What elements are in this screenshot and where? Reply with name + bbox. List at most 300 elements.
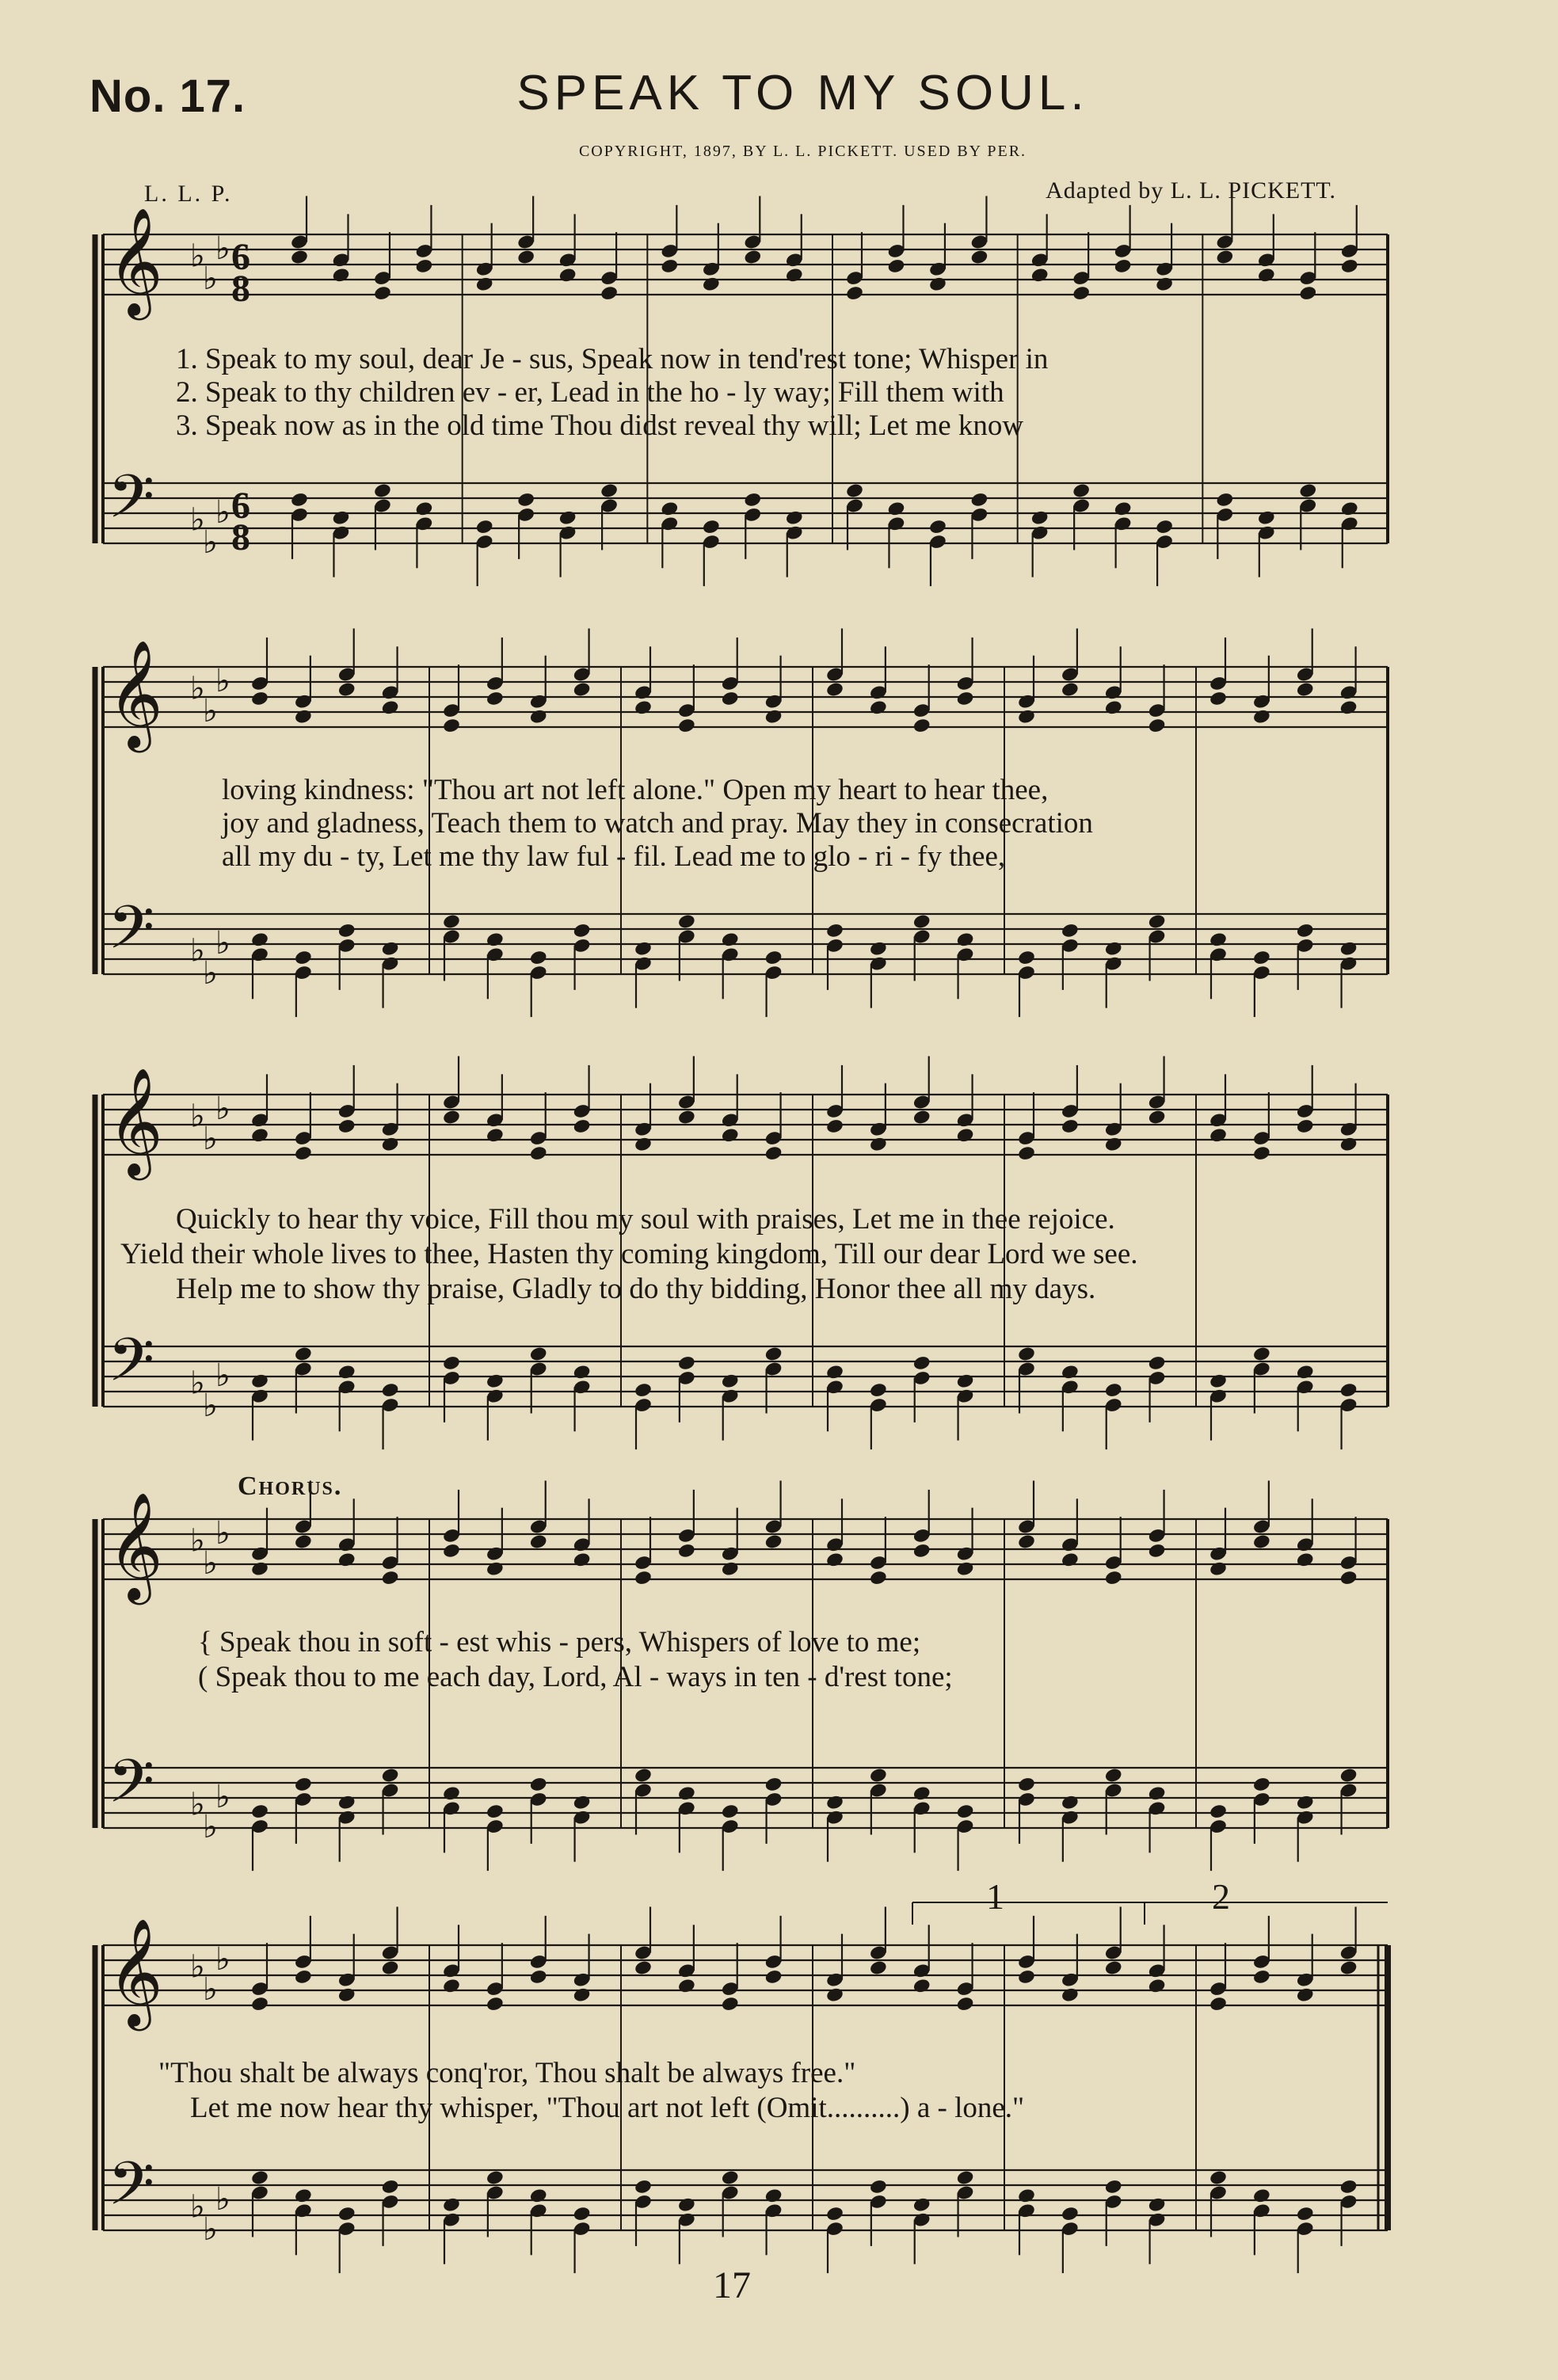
note-head	[486, 931, 505, 948]
note-head	[1061, 1552, 1080, 1568]
note-head	[1252, 1776, 1271, 1792]
note-head	[1252, 2188, 1271, 2204]
note-head	[337, 1364, 356, 1380]
note-head	[869, 1767, 888, 1784]
flat-icon: ♭	[203, 1388, 218, 1424]
note-head	[743, 249, 762, 265]
chorus-label: Chorus.	[238, 1472, 343, 1501]
note-head	[912, 1785, 931, 1802]
note-head	[1296, 1364, 1315, 1380]
note-head	[1017, 2188, 1036, 2204]
note-head	[573, 1986, 592, 2003]
note-head	[1209, 1560, 1228, 1577]
note-head	[969, 491, 989, 508]
note-head	[294, 708, 313, 725]
note-head	[721, 2169, 740, 2186]
note-head	[573, 1552, 592, 1568]
note-head	[573, 681, 592, 698]
note-head	[969, 249, 989, 265]
note-head	[1017, 1145, 1036, 1162]
note-head	[912, 913, 931, 930]
note-head	[869, 1382, 888, 1399]
time-sig-bottom: 8	[231, 268, 250, 310]
note-head	[529, 950, 548, 966]
note-head	[634, 1136, 653, 1152]
flat-icon: ♭	[215, 494, 230, 531]
time-sig-top: 6	[231, 485, 250, 527]
note-head	[1209, 1127, 1228, 1144]
note-head	[928, 276, 947, 292]
note-head	[1339, 1959, 1358, 1976]
note-head	[1257, 509, 1276, 526]
first-ending-label: 1	[986, 1876, 1004, 1917]
lyric-chorus-line2: ( Speak thou to me each day, Lord, Al - ways in ten - d'rest tone;	[198, 1661, 953, 1693]
time-sig-bottom: 8	[231, 516, 250, 558]
note-head	[381, 1959, 400, 1976]
note-head	[1114, 257, 1133, 274]
note-head	[634, 1570, 653, 1586]
note-head	[912, 1109, 931, 1125]
note-head	[1339, 2178, 1358, 2195]
note-head	[290, 491, 309, 508]
flat-icon: ♭	[190, 2188, 205, 2226]
note-head	[337, 1794, 356, 1811]
note-head	[887, 257, 906, 274]
note-head	[869, 1959, 888, 1976]
lyric-s3-verse1: Quickly to hear thy voice, Fill thou my soul with praises, Let me in thee rejoice.	[176, 1203, 1115, 1236]
note-head	[1072, 285, 1091, 302]
note-head	[529, 2188, 548, 2204]
note-head	[1061, 1118, 1080, 1134]
note-head	[764, 1533, 783, 1550]
note-head	[381, 1570, 400, 1586]
note-head	[1148, 1109, 1167, 1125]
note-head	[1252, 1145, 1271, 1162]
note-head	[529, 708, 548, 725]
note-head	[743, 491, 762, 508]
note-head	[529, 1776, 548, 1792]
note-head	[1114, 501, 1133, 517]
note-head	[721, 1996, 740, 2013]
flat-icon: ♭	[215, 1515, 230, 1552]
note-head	[337, 1552, 356, 1568]
note-head	[912, 1354, 931, 1371]
flat-icon: ♭	[190, 1522, 205, 1559]
note-head	[869, 1136, 888, 1152]
note-head	[294, 950, 313, 966]
copyright-notice: COPYRIGHT, 1897, BY L. L. PICKETT. USED BY PER.	[578, 143, 1027, 160]
note-head	[1339, 699, 1358, 716]
note-head	[1339, 1382, 1358, 1399]
note-head	[1339, 1767, 1358, 1784]
lyric-s5-line2: Let me now hear thy whisper, "Thou art not left (Omit..........) a - lone."	[190, 2092, 1025, 2124]
note-head	[294, 1346, 313, 1362]
note-head	[294, 1968, 313, 1985]
note-head	[475, 519, 494, 535]
note-head	[785, 509, 804, 526]
flat-icon: ♭	[203, 261, 218, 297]
treble-clef-icon: 𝄞	[108, 1917, 163, 2026]
flat-icon: ♭	[203, 1121, 218, 1157]
note-head	[529, 1968, 548, 1985]
note-head	[1296, 1986, 1315, 2003]
note-head	[250, 2169, 269, 2186]
note-head	[337, 2206, 356, 2222]
note-head	[1209, 2169, 1228, 2186]
note-head	[1296, 1794, 1315, 1811]
hymn-number: No. 17.	[90, 70, 246, 122]
flat-icon: ♭	[203, 693, 218, 729]
note-head	[1148, 1542, 1167, 1559]
note-head	[1340, 257, 1359, 274]
note-head	[1017, 1968, 1036, 1985]
note-head	[825, 1986, 844, 2003]
note-head	[1252, 1533, 1271, 1550]
note-head	[332, 267, 351, 284]
note-head	[956, 1996, 975, 2013]
flat-icon: ♭	[190, 670, 205, 707]
note-head	[764, 1968, 783, 1985]
note-head	[1148, 1354, 1167, 1371]
flat-icon: ♭	[215, 230, 230, 267]
note-head	[381, 699, 400, 716]
note-head	[442, 913, 461, 930]
flat-icon: ♭	[215, 663, 230, 699]
treble-clef-icon: 𝄞	[108, 1491, 163, 1600]
note-head	[529, 1346, 548, 1362]
note-head	[1339, 1136, 1358, 1152]
note-head	[1209, 1996, 1228, 2013]
note-head	[337, 681, 356, 698]
note-head	[414, 257, 433, 274]
note-head	[294, 1533, 313, 1550]
adapted-by: Adapted by L. L. PICKETT.	[1046, 177, 1336, 204]
note-head	[956, 1373, 975, 1389]
note-head	[677, 1109, 696, 1125]
note-head	[1104, 1570, 1123, 1586]
note-head	[1148, 718, 1167, 734]
note-head	[825, 1364, 844, 1380]
note-head	[573, 1364, 592, 1380]
note-head	[1296, 922, 1315, 939]
note-head	[1298, 285, 1317, 302]
flat-icon: ♭	[215, 925, 230, 962]
note-head	[677, 1354, 696, 1371]
note-head	[1148, 1785, 1167, 1802]
note-head	[1030, 267, 1049, 284]
note-head	[442, 1354, 461, 1371]
note-head	[1298, 482, 1317, 499]
note-head	[1061, 1794, 1080, 1811]
note-head	[764, 950, 783, 966]
note-head	[845, 285, 864, 302]
flat-icon: ♭	[215, 1358, 230, 1394]
note-head	[573, 922, 592, 939]
note-head	[486, 1560, 505, 1577]
note-head	[869, 940, 888, 957]
bass-clef-icon: 𝄢	[108, 2149, 155, 2233]
note-head	[845, 482, 864, 499]
note-head	[634, 699, 653, 716]
note-head	[250, 1560, 269, 1577]
note-head	[381, 1767, 400, 1784]
flat-icon: ♭	[203, 1809, 218, 1845]
note-head	[764, 2188, 783, 2204]
note-head	[634, 1767, 653, 1784]
note-head	[785, 267, 804, 284]
note-head	[1252, 950, 1271, 966]
note-head	[1339, 940, 1358, 957]
note-head	[869, 1570, 888, 1586]
note-head	[486, 1803, 505, 1820]
note-head	[825, 1794, 844, 1811]
note-head	[721, 690, 740, 706]
flat-icon: ♭	[190, 1365, 205, 1402]
note-head	[677, 913, 696, 930]
note-head	[486, 1373, 505, 1389]
note-head	[486, 1127, 505, 1144]
flat-icon: ♭	[215, 1779, 230, 1815]
flat-icon: ♭	[215, 1941, 230, 1978]
note-head	[1209, 690, 1228, 706]
note-head	[1252, 708, 1271, 725]
note-head	[529, 1533, 548, 1550]
lyric-s2-verse3: all my du - ty, Let me thy law ful - fil. Lead me to glo - ri - fy thee,	[222, 840, 1006, 873]
note-head	[373, 482, 392, 499]
note-head	[442, 2196, 461, 2213]
note-head	[1148, 913, 1167, 930]
note-head	[516, 249, 535, 265]
flat-icon: ♭	[203, 955, 218, 992]
note-head	[486, 1996, 505, 2013]
note-head	[1017, 950, 1036, 966]
note-head	[1104, 2178, 1123, 2195]
note-head	[250, 1803, 269, 1820]
note-head	[1030, 509, 1049, 526]
flat-icon: ♭	[203, 1545, 218, 1582]
note-head	[1148, 1978, 1167, 1994]
note-head	[1104, 940, 1123, 957]
flat-icon: ♭	[215, 2181, 230, 2218]
note-head	[290, 249, 309, 265]
note-head	[912, 2196, 931, 2213]
note-head	[1148, 2196, 1167, 2213]
note-head	[1061, 1364, 1080, 1380]
note-head	[250, 1127, 269, 1144]
note-head	[677, 718, 696, 734]
note-head	[912, 1978, 931, 1994]
note-head	[764, 708, 783, 725]
note-head	[1215, 249, 1234, 265]
note-head	[956, 1560, 975, 1577]
note-head	[956, 931, 975, 948]
note-head	[1017, 1533, 1036, 1550]
note-head	[381, 1382, 400, 1399]
note-head	[764, 1776, 783, 1792]
note-head	[600, 482, 619, 499]
author-initials: L. L. P.	[144, 181, 233, 207]
treble-clef-icon: 𝄞	[108, 206, 163, 315]
note-head	[1252, 1346, 1271, 1362]
note-head	[956, 690, 975, 706]
note-head	[660, 501, 679, 517]
lyric-s5-line1: "Thou shalt be always conq'ror, Thou shalt be always free."	[158, 2057, 856, 2089]
note-head	[529, 1145, 548, 1162]
note-head	[912, 718, 931, 734]
note-head	[250, 931, 269, 948]
note-head	[634, 940, 653, 957]
note-head	[721, 1127, 740, 1144]
lyric-chorus-line1: { Speak thou in soft - est whis - pers, Whispers of love to me;	[198, 1626, 921, 1658]
note-head	[1017, 1346, 1036, 1362]
note-head	[869, 2178, 888, 2195]
note-head	[250, 1996, 269, 2013]
note-head	[1296, 1552, 1315, 1568]
note-head	[721, 1803, 740, 1820]
note-head	[677, 1542, 696, 1559]
note-head	[721, 1373, 740, 1389]
note-head	[1061, 2206, 1080, 2222]
note-head	[912, 1542, 931, 1559]
note-head	[337, 1986, 356, 2003]
lyric-s1-verse3: 3. Speak now as in the old time Thou didst reveal thy will; Let me know	[176, 409, 1024, 442]
note-head	[442, 1109, 461, 1125]
note-head	[825, 1552, 844, 1568]
note-head	[634, 1382, 653, 1399]
note-head	[381, 1136, 400, 1152]
note-head	[1104, 1767, 1123, 1784]
note-head	[381, 940, 400, 957]
note-head	[825, 681, 844, 698]
note-head	[825, 1118, 844, 1134]
flat-icon: ♭	[190, 1098, 205, 1135]
note-head	[677, 1785, 696, 1802]
note-head	[956, 1127, 975, 1144]
lyric-s2-verse2: joy and gladness, Teach them to watch and pray. May they in consecration	[222, 807, 1093, 840]
note-head	[869, 699, 888, 716]
lyric-s3-verse2: Yield their whole lives to thee, Hasten thy coming kingdom, Till our dear Lord we see.	[120, 1238, 1138, 1270]
time-sig-top: 6	[231, 236, 250, 278]
note-head	[475, 276, 494, 292]
note-head	[1104, 1382, 1123, 1399]
note-head	[294, 2188, 313, 2204]
note-head	[1209, 1373, 1228, 1389]
note-head	[414, 501, 433, 517]
note-head	[1257, 267, 1276, 284]
note-head	[1296, 1118, 1315, 1134]
note-head	[1104, 1959, 1123, 1976]
note-head	[1155, 276, 1174, 292]
note-head	[373, 285, 392, 302]
note-head	[1017, 1776, 1036, 1792]
lyric-s2-verse1: loving kindness: "Thou art not left alone." Open my heart to hear thee,	[222, 774, 1049, 806]
flat-icon: ♭	[203, 1971, 218, 2008]
note-head	[486, 2169, 505, 2186]
note-head	[1215, 491, 1234, 508]
note-head	[250, 690, 269, 706]
treble-clef-icon: 𝄞	[108, 638, 163, 748]
note-head	[1209, 1803, 1228, 1820]
note-head	[660, 257, 679, 274]
note-head	[442, 1542, 461, 1559]
note-head	[486, 690, 505, 706]
note-head	[1252, 1968, 1271, 1985]
note-head	[702, 276, 721, 292]
note-head	[634, 2178, 653, 2195]
note-head	[677, 2196, 696, 2213]
page-number: 17	[713, 2264, 751, 2306]
note-head	[1296, 681, 1315, 698]
note-head	[825, 2206, 844, 2222]
note-head	[1104, 699, 1123, 716]
flat-icon: ♭	[190, 932, 205, 969]
note-head	[1339, 1570, 1358, 1586]
note-head	[721, 1560, 740, 1577]
note-head	[442, 718, 461, 734]
hymn-title: SPEAK TO MY SOUL.	[516, 66, 1089, 120]
note-head	[887, 501, 906, 517]
flat-icon: ♭	[203, 2211, 218, 2248]
flat-icon: ♭	[215, 1091, 230, 1127]
note-head	[337, 1118, 356, 1134]
note-head	[294, 1776, 313, 1792]
note-head	[332, 509, 351, 526]
note-head	[573, 1118, 592, 1134]
note-head	[294, 1145, 313, 1162]
note-head	[573, 2206, 592, 2222]
note-head	[1061, 1986, 1080, 2003]
lyric-s3-verse3: Help me to show thy praise, Gladly to do thy bidding, Honor thee all my days.	[176, 1273, 1096, 1305]
note-head	[1209, 931, 1228, 948]
bass-clef-icon: 𝄢	[108, 893, 155, 977]
note-head	[337, 922, 356, 939]
bass-clef-icon: 𝄢	[108, 462, 155, 546]
note-head	[1017, 708, 1036, 725]
note-head	[825, 922, 844, 939]
note-head	[764, 1346, 783, 1362]
note-head	[1155, 519, 1174, 535]
note-head	[956, 2169, 975, 2186]
note-head	[558, 509, 577, 526]
note-head	[1061, 922, 1080, 939]
flat-icon: ♭	[190, 1786, 205, 1823]
lyric-s1-verse2: 2. Speak to thy children ev - er, Lead in the ho - ly way; Fill them with	[176, 376, 1004, 409]
note-head	[677, 1978, 696, 1994]
note-head	[1296, 2206, 1315, 2222]
note-head	[721, 931, 740, 948]
bass-clef-icon: 𝄢	[108, 1746, 155, 1831]
note-head	[381, 2178, 400, 2195]
note-head	[1104, 1136, 1123, 1152]
note-head	[764, 1145, 783, 1162]
note-head	[573, 1794, 592, 1811]
second-ending-label: 2	[1212, 1876, 1230, 1917]
note-head	[702, 519, 721, 535]
note-head	[250, 1373, 269, 1389]
note-head	[634, 1959, 653, 1976]
note-head	[600, 285, 619, 302]
note-head	[928, 519, 947, 535]
note-head	[1340, 501, 1359, 517]
bass-clef-icon: 𝄢	[108, 1325, 155, 1410]
note-head	[442, 1978, 461, 1994]
flat-icon: ♭	[190, 238, 205, 275]
note-head	[558, 267, 577, 284]
flat-icon: ♭	[190, 501, 205, 539]
lyric-s1-verse1: 1. Speak to my soul, dear Je - sus, Speak now in tend'rest tone; Whisper in	[176, 343, 1049, 375]
note-head	[516, 491, 535, 508]
note-head	[1061, 681, 1080, 698]
